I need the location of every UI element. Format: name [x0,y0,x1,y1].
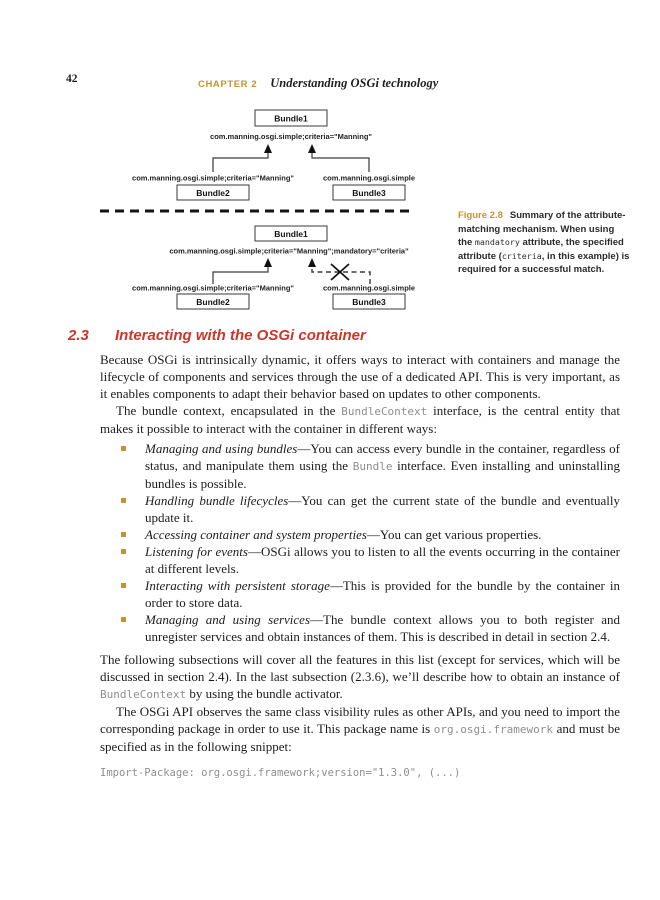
bundle2-label: Bundle2 [196,297,230,307]
diagram-top [132,110,415,200]
import-arrow-left-head [264,144,272,153]
figure-caption [458,209,630,277]
figure-caption-text: , in this example) is required for a successful match. [458,250,630,275]
list-item [100,577,620,611]
paragraph [100,402,620,437]
bullet-lead: Accessing container and system properties [145,527,367,542]
bundle3-import-label: com.manning.osgi.simple [322,283,416,293]
paragraph-text: interface, is the central entity that makes it possible to interact with the container in different ways: [100,403,620,436]
section-title: Interacting with the OSGi container [115,327,366,344]
bundle2-import-label: com.manning.osgi.simple;criteria="Manning" [132,173,294,183]
figure-caption-text: attribute, the specified attribute ( [458,237,624,262]
paragraph-text: The bundle context, encapsulated in the [116,403,342,418]
failed-import-arrow-head [308,258,316,267]
list-item [100,611,620,645]
bullet-text: —You can access every bundle in the container, regardless of status, and manipulate them using the [145,441,620,473]
figure-2-8-diagram [0,100,660,312]
bundle2-import-label: com.manning.osgi.simple;criteria="Manning" [132,283,294,293]
bullet-text: —You can get various properties. [366,527,542,542]
inline-code: BundleContext [341,405,428,418]
diagram-bottom [132,226,415,309]
list-item [100,543,620,577]
inline-code-criteria: criteria [501,250,542,261]
feature-list [100,440,620,645]
bullet-lead: Handling bundle lifecycles [145,493,289,508]
import-arrow-right-head [308,144,316,153]
inline-code: BundleContext [100,688,187,701]
bundle3-label: Bundle3 [352,297,386,307]
page-number: 42 [66,73,78,85]
bundle1-export-label: com.manning.osgi.simple;criteria="Manning";mandatory="criteria" [169,246,409,256]
list-item [100,440,620,492]
import-arrow-left-line [213,266,268,284]
bullet-text: —The bundle context allows you to both register and unregister services and obtain instances of them. This is described in detail in section 2.4. [145,612,620,644]
section-number: 2.3 [68,327,89,344]
chapter-title: Understanding OSGi technology [270,76,439,90]
import-arrow-left-head [264,258,272,267]
import-arrow-right-line [312,152,369,172]
list-item [100,492,620,526]
running-header [0,73,660,91]
bundle3-import-label: com.manning.osgi.simple [322,173,416,183]
figure-caption-label: Figure 2.8 [458,210,503,221]
paragraph-text: The OSGi API observes the same class visibility rules as other APIs, and you need to import the corresponding package in order to use it. This package name is [100,704,620,736]
paragraph [100,651,620,703]
bullet-lead: Managing and using services [145,612,310,627]
inline-code-mandatory: mandatory [474,237,520,247]
paragraph: Because OSGi is intrinsically dynamic, it offers ways to interact with containers and manage the lifecycle of components and services through the use of a dedicated API. This is very important, as it enables components to adapt their behavior based on updates to other components. [100,352,620,401]
paragraph-text: by using the bundle activator. [186,686,343,701]
chapter-heading [198,74,438,92]
bullet-text: —OSGi allows you to listen to all the events occurring in the container at different levels. [145,544,621,576]
bundle1-label: Bundle1 [274,229,308,239]
paragraph-text: and must be specified as in the following snippet: [100,721,621,754]
code-snippet: Import-Package: org.osgi.framework;version="1.3.0", (...) [100,767,461,779]
inline-code: org.osgi.framework [433,723,554,736]
figure-caption-text: Summary of the attribute-matching mechanism. When using the [458,210,626,248]
bullet-lead: Managing and using bundles [145,441,298,456]
chapter-label: CHAPTER 2 [198,79,258,90]
bullet-text: interface. Even installing and uninstalling bundles is possible. [145,458,620,491]
bundle2-label: Bundle2 [196,188,230,198]
paragraph [100,703,620,755]
bullet-text: —You can get the current state of the bundle and eventually update it. [145,493,620,525]
bullet-lead: Interacting with persistent storage [145,578,330,593]
section-heading [68,327,620,344]
bullet-lead: Listening for events [145,544,248,559]
failed-import-arrow-line [312,266,370,284]
bundle1-export-label: com.manning.osgi.simple;criteria="Manning" [210,132,372,141]
bundle1-label: Bundle1 [274,113,308,124]
import-arrow-left-line [213,152,268,172]
paragraph-text: The following subsections will cover all the features in this list (except for services, which will be discussed in section 2.4). In the last subsection (2.3.6), we’ll describe how to obtain an instance of [100,652,620,684]
body-column [68,327,621,779]
bundle3-label: Bundle3 [352,188,386,198]
inline-code: Bundle [352,460,393,473]
bullet-text: —This is provided for the bundle by the container in order to store data. [145,578,620,610]
list-item [100,526,620,543]
